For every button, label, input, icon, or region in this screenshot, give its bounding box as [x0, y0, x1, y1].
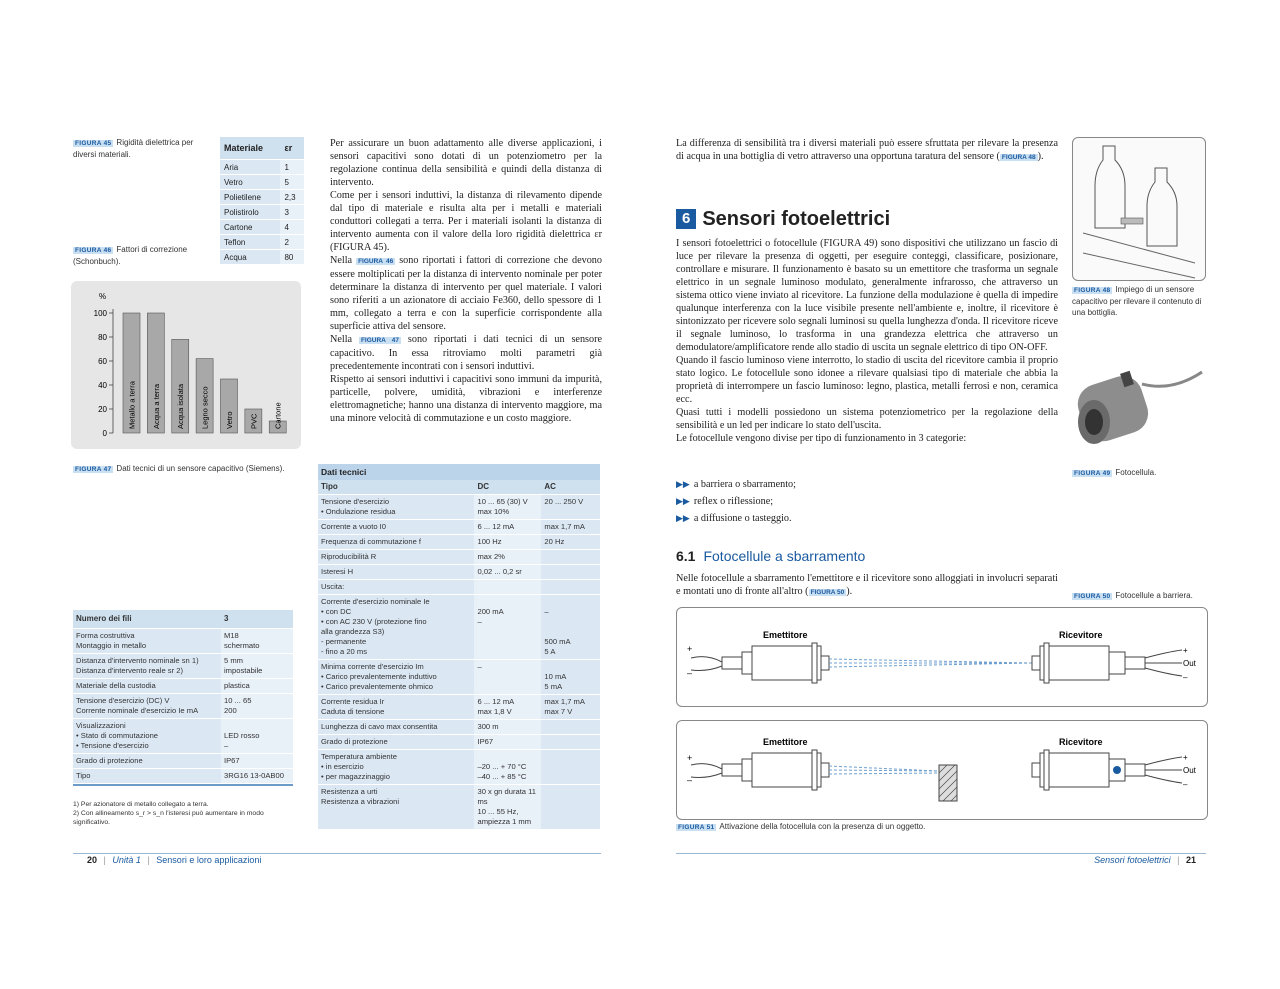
- table-cell: 300 m: [474, 720, 541, 735]
- table-cell: Corrente a vuoto I0: [318, 520, 474, 535]
- correction-factor-chart: [71, 281, 301, 449]
- right-footer: Sensori fotoelettrici | 21: [1094, 855, 1196, 865]
- table-cell: [541, 550, 600, 565]
- material-name: Acqua: [220, 250, 280, 265]
- table-cell: LED rosso –: [221, 719, 293, 754]
- footnotes: [73, 800, 293, 827]
- table-row: [73, 769, 293, 784]
- photocell-illustration: [1072, 352, 1204, 462]
- table-row: [318, 735, 600, 750]
- receiver-label: Ricevitore: [1059, 737, 1103, 747]
- table-cell: [541, 750, 600, 785]
- list-item-text: a diffusione o tasteggio.: [693, 513, 792, 524]
- minus-label: –: [687, 775, 693, 785]
- y-tick-label: 80: [98, 333, 107, 342]
- figure-47-caption: [73, 463, 313, 475]
- figure-51-text: Attivazione della fotocellula con la presenza di un oggetto.: [719, 822, 926, 831]
- receiver-minus-label: –: [1183, 673, 1188, 682]
- figure-48-text: Impiego di un sensore capacitivo per rilevare il contenuto di una bottiglia.: [1072, 285, 1202, 317]
- table-cell: Uscita:: [318, 580, 474, 595]
- category-list: [676, 476, 1058, 527]
- material-name: Vetro: [220, 175, 280, 190]
- left-body-text: [330, 137, 602, 425]
- paragraph-4-lead: Nella: [330, 334, 353, 345]
- table-cell: [474, 580, 541, 595]
- table-row: [318, 565, 600, 580]
- right-footer-rule: [676, 853, 1206, 854]
- table-cell: Tensione d'esercizio (DC) V Corrente nominale d'esercizio Ie mA: [73, 694, 221, 719]
- footnote-2: 2) Con allineamento s_r > s_n l'isteresi può aumentare in modo significativo.: [73, 810, 264, 826]
- out-label: Out: [1183, 766, 1196, 775]
- epsilon-header: εr: [280, 137, 304, 160]
- table-cell: Materiale della custodia: [73, 679, 221, 694]
- table-cell: 100 Hz: [474, 535, 541, 550]
- subsection-title: Fotocellule a sbarramento: [703, 548, 866, 564]
- table-row: [318, 580, 600, 595]
- bar-label: Legno secco: [200, 386, 210, 429]
- figure-51-caption: [676, 821, 1076, 833]
- figure-45-caption: [73, 137, 213, 160]
- para-2: Quando il fascio luminoso viene interrotto, lo stadio di uscita del ricevitore cambia il proprio stato logico. Le fotocellule sono idonee a rilevare qualsiasi tipo di materiale che abbia la proprietà di interrompere un fascio luminoso: legno, plastica, metalli ferrosi e non, ceramica ecc.: [676, 355, 1058, 405]
- table-row: [318, 660, 600, 695]
- right-footer-title: Sensori fotoelettrici: [1094, 855, 1171, 865]
- technical-data-title: Dati tecnici: [318, 464, 600, 480]
- right-page-number: 21: [1185, 855, 1196, 865]
- table-cell: 20 ... 250 V: [541, 495, 600, 520]
- table-cell: [541, 735, 600, 750]
- figure-48-caption: [1072, 284, 1207, 318]
- left-footer-rule: [73, 853, 601, 854]
- emitter-label: Emettitore: [763, 737, 808, 747]
- subsection-heading: [676, 548, 865, 564]
- y-tick-label: 0: [102, 429, 107, 438]
- figure-51-tag: FIGURA 51: [678, 824, 715, 831]
- para-1: I sensori fotoelettrici o fotocellule (FIGURA 49) sono dispositivi che utilizzano un fascio di luce per rilevare la presenza di oggetti, per eseguire conteggi, classificare, posizionare, controllare e misurare. Il funzionamento è basato su un emettitore che trasforma un segnale elettrico in un segnale luminoso modulato, generalmente infrarosso, che attraverso un sistema ottico viene inviato al ricevitore. La funzione della modulazione è quella di impedire qualunque interferenza con la luce visibile presente nell'ambiente e, inoltre, il ricevitore è sintonizzato per ricevere solo segnali luminosi su quella lunghezza d'onda. Il ricevitore riceve il segnale luminoso, lo trasforma in una grandezza elettrica che attraverso un demodulatore/amplificatore rende allo stadio di uscita un segnale elettrico di tipo ON-OFF.: [676, 238, 1058, 353]
- figure-45-text: Rigidità dielettrica per diversi materiali.: [73, 138, 194, 159]
- table-row: [73, 654, 293, 679]
- material-row: [220, 250, 304, 265]
- para-4: Le fotocellule vengono divise per tipo di funzionamento in 3 categorie:: [676, 433, 967, 444]
- table-cell: 20 Hz: [541, 535, 600, 550]
- table-cell: [541, 720, 600, 735]
- left-footer: 20 | Unità 1 | Sensori e loro applicazioni: [87, 855, 262, 865]
- table-cell: 6 ... 12 mA max 1,8 V: [474, 695, 541, 720]
- table-cell: – 500 mA 5 A: [541, 595, 600, 660]
- table-cell: 30 x gn durata 11 ms 10 ... 55 Hz, ampiezza 1 mm: [474, 785, 541, 830]
- right-body-text: [676, 237, 1058, 445]
- material-name: Polietilene: [220, 190, 280, 205]
- para-3: Quasi tutti i modelli possiedono un sistema potenziometrico per la regolazione della sensibilità e un led per indicare lo stato dell'uscita.: [676, 407, 1058, 431]
- barrier-diagram-svg: [677, 608, 1207, 706]
- table-cell: [541, 565, 600, 580]
- table-row: [318, 520, 600, 535]
- table-cell: Frequenza di commutazione f: [318, 535, 474, 550]
- list-item-text: a barriera o sbarramento;: [693, 479, 796, 490]
- table-cell: Resistenza a urti Resistenza a vibrazioni: [318, 785, 474, 830]
- figure-50-tag: FIGURA 50: [1074, 593, 1111, 600]
- plus-label: +: [687, 753, 693, 763]
- table-cell: Minima corrente d'esercizio Im • Carico prevalentemente induttivo • Carico prevalentemente ohmico: [318, 660, 474, 695]
- material-table: [220, 137, 304, 264]
- table-cell: Grado di protezione: [318, 735, 474, 750]
- correction-factor-chart-panel: [71, 281, 301, 449]
- table-cell: 10 ... 65 200: [221, 694, 293, 719]
- material-epsilon: 5: [280, 175, 304, 190]
- tipo-header: Tipo: [318, 480, 474, 495]
- y-tick-label: 40: [98, 381, 107, 390]
- table-cell: Visualizzazioni • Stato di commutazione • Tensione d'esercizio: [73, 719, 221, 754]
- plus-label: +: [687, 644, 693, 654]
- table-cell: Corrente residua Ir Caduta di tensione: [318, 695, 474, 720]
- figure-49-tag: FIGURA 49: [1074, 470, 1111, 477]
- table-cell: IP67: [221, 754, 293, 769]
- material-row: [220, 220, 304, 235]
- wires-value: 3: [221, 610, 293, 629]
- table-cell: 10 mA 5 mA: [541, 660, 600, 695]
- figure-49-image: [1072, 352, 1204, 462]
- table-cell: 6 ... 12 mA: [474, 520, 541, 535]
- table-cell: Forma costruttiva Montaggio in metallo: [73, 629, 221, 654]
- figure-46-text: Fattori di correzione (Schonbuch).: [73, 245, 188, 266]
- table-cell: max 1,7 mA: [541, 520, 600, 535]
- paragraph-3: [330, 254, 602, 333]
- footnote-1: 1) Per azionatore di metallo collegato a terra.: [73, 801, 209, 808]
- table-cell: Isteresi H: [318, 565, 474, 580]
- object-detection-diagram: [676, 720, 1208, 820]
- y-tick-label: 20: [98, 405, 107, 414]
- material-epsilon: 3: [280, 205, 304, 220]
- figure-46-tag: FIGURA 46: [75, 247, 112, 254]
- wires-header: Numero dei fili: [73, 610, 221, 629]
- table-cell: Lunghezza di cavo max consentita: [318, 720, 474, 735]
- object-detection-diagram-svg: [677, 721, 1207, 819]
- bar-label: Acqua a terra: [151, 383, 161, 429]
- paragraph-3-fig-tag: FIGURA 46: [358, 258, 394, 265]
- bar-label: PVC: [249, 413, 259, 429]
- table-cell: [541, 580, 600, 595]
- paragraph-2-ref: (FIGURA 45).: [330, 242, 390, 253]
- material-epsilon: 2,3: [280, 190, 304, 205]
- material-epsilon: 1: [280, 160, 304, 175]
- arrow-icon: ▶▶: [676, 496, 690, 506]
- table-row: [73, 719, 293, 754]
- material-row: [220, 190, 304, 205]
- material-epsilon: 4: [280, 220, 304, 235]
- material-name: Teflon: [220, 235, 280, 250]
- table-row: [318, 785, 600, 830]
- figure-48-tag: FIGURA 48: [1074, 287, 1111, 294]
- y-tick-label: 60: [98, 357, 107, 366]
- receiver-label: Ricevitore: [1059, 630, 1103, 640]
- section-heading: [676, 208, 890, 230]
- figure-49-caption: [1072, 467, 1207, 479]
- material-name: Polistirolo: [220, 205, 280, 220]
- table-row: [73, 694, 293, 719]
- receiver-plus-label: +: [1183, 753, 1188, 762]
- subsection-number: 6.1: [676, 548, 696, 564]
- section-number: 6: [676, 209, 696, 229]
- out-label: Out: [1183, 659, 1196, 668]
- intro-text: La differenza di sensibilità tra i diversi materiali può essere sfruttata per rilevare la presenza di acqua in una bottiglia di vetro attraverso una opportuna taratura del sensore: [676, 138, 1058, 162]
- material-epsilon: 2: [280, 235, 304, 250]
- paragraph-1: Per assicurare un buon adattamento alle diverse applicazioni, i sensori capacitivi sono dotati di un potenziometro per la regolazione continua della sensibilità e quindi della distanza di intervento.: [330, 138, 602, 188]
- subsection-text: Nelle fotocellule a sbarramento l'emettitore e il ricevitore sono alloggiati in involucri separati e montati uno di fronte all'altro ( FIGURA 50 ).: [676, 573, 1058, 597]
- table-bottom-rule: [73, 784, 293, 786]
- bar-label: Cartone: [273, 402, 283, 429]
- figure-50-caption: [1072, 590, 1207, 602]
- table-cell: 3RG16 13-0AB00: [221, 769, 293, 784]
- list-item: [676, 476, 1058, 493]
- table-cell: max 1,7 mA max 7 V: [541, 695, 600, 720]
- table-cell: IP67: [474, 735, 541, 750]
- receiver-plus-label: +: [1183, 646, 1188, 655]
- table-cell: Corrente d'esercizio nominale Ie • con DC • con AC 230 V (protezione fino alla grandezza S3) - permanente - fino a 20 ms: [318, 595, 474, 660]
- table-row: [318, 495, 600, 520]
- intro-fig-tag: FIGURA 48: [1001, 154, 1036, 161]
- bar-label: Vetro: [224, 411, 234, 429]
- sensor-spec-table: [73, 610, 293, 784]
- technical-data-table: [318, 480, 600, 830]
- minus-label: –: [687, 668, 693, 678]
- unit-label: Unità 1: [112, 855, 141, 865]
- material-name: Cartone: [220, 220, 280, 235]
- table-cell: Riproducibilità R: [318, 550, 474, 565]
- material-header: Materiale: [220, 137, 280, 160]
- receiver-minus-label: –: [1183, 780, 1188, 789]
- table-cell: –20 ... + 70 °C –40 ... + 85 °C: [474, 750, 541, 785]
- paragraph-4-fig-tag: FIGURA 47: [360, 337, 399, 344]
- paragraph-3-lead: Nella: [330, 255, 353, 266]
- arrow-icon: ▶▶: [676, 479, 690, 489]
- ac-header: AC: [541, 480, 600, 495]
- table-cell: 200 mA –: [474, 595, 541, 660]
- table-cell: 0,02 ... 0,2 sr: [474, 565, 541, 580]
- dc-header: DC: [474, 480, 541, 495]
- material-row: [220, 235, 304, 250]
- paragraph-4-text: sono riportati i dati tecnici di un sensore capacitivo. In essa ritroviamo molti parametri già precedentemente incontrati con i sensori induttivi.: [330, 334, 603, 372]
- barrier-diagram: [676, 607, 1208, 707]
- table-row: [73, 629, 293, 654]
- table-cell: [541, 785, 600, 830]
- table-cell: 10 ... 65 (30) V max 10%: [474, 495, 541, 520]
- table-cell: Grado di protezione: [73, 754, 221, 769]
- table-cell: Distanza d'intervento nominale sn 1) Distanza d'intervento reale sr 2): [73, 654, 221, 679]
- list-item: [676, 510, 1058, 527]
- y-tick-label: 100: [93, 309, 107, 318]
- table-cell: Temperatura ambiente • in esercizio • per magazzinaggio: [318, 750, 474, 785]
- figure-49-text: Fotocellula.: [1115, 468, 1157, 477]
- list-item-text: reflex o riflessione;: [693, 496, 774, 507]
- figure-50-text: Fotocellule a barriera.: [1115, 591, 1193, 600]
- table-cell: Tipo: [73, 769, 221, 784]
- figure-47-text: Dati tecnici di un sensore capacitivo (Siemens).: [116, 464, 285, 473]
- arrow-icon: ▶▶: [676, 513, 690, 523]
- bottles-sensor-illustration: [1073, 138, 1205, 280]
- figure-48-image: [1072, 137, 1206, 281]
- sensor-spec-block: [73, 610, 293, 786]
- table-cell: M18 schermato: [221, 629, 293, 654]
- figure-46-caption: [73, 244, 213, 267]
- table-row: [318, 550, 600, 565]
- table-row: [318, 720, 600, 735]
- table-cell: Tensione d'esercizio • Ondulazione residua: [318, 495, 474, 520]
- table-row: [73, 679, 293, 694]
- material-name: Aria: [220, 160, 280, 175]
- left-page-number: 20: [87, 855, 98, 865]
- table-row: [318, 595, 600, 660]
- emitter-label: Emettitore: [763, 630, 808, 640]
- section-title: Sensori fotoelettrici: [702, 207, 891, 230]
- table-cell: 5 mm impostabile: [221, 654, 293, 679]
- subsection-paragraph: Nelle fotocellule a sbarramento l'emettitore e il ricevitore sono alloggiati in involucri separati e montati uno di fronte all'altro: [676, 573, 1058, 597]
- paragraph-4: [330, 333, 602, 373]
- figure-45-tag: FIGURA 45: [75, 140, 112, 147]
- material-row: [220, 160, 304, 175]
- figure-47-tag: FIGURA 47: [75, 466, 112, 473]
- subsection-fig-tag: FIGURA 50: [810, 589, 845, 596]
- table-row: [318, 535, 600, 550]
- right-intro: La differenza di sensibilità tra i diversi materiali può essere sfruttata per rilevare la presenza di acqua in una bottiglia di vetro attraverso una opportuna taratura del sensore ( FIGURA 48 ).: [676, 138, 1058, 162]
- bar-label: Metallo a terra: [127, 381, 137, 429]
- material-row: [220, 175, 304, 190]
- technical-data-block: [318, 464, 600, 830]
- table-cell: plastica: [221, 679, 293, 694]
- y-axis-label: %: [99, 292, 107, 301]
- paragraph-3-text: sono riportati i fattori di correzione che devono essere moltiplicati per la distanza di intervento nominale per poter determinare la distanza di intervento per quel materiale. I valori sono riferiti a un azionatore di acciaio Fe360, dello spessore di 1 mm, collegato a terra e con la superficie corrispondente alla superficie attiva del sensore.: [330, 255, 602, 332]
- bar-label: Acqua isolata: [176, 383, 186, 429]
- material-epsilon: 80: [280, 250, 304, 265]
- table-cell: max 2%: [474, 550, 541, 565]
- material-row: [220, 205, 304, 220]
- left-footer-title: Sensori e loro applicazioni: [156, 855, 262, 865]
- table-row: [318, 695, 600, 720]
- list-item: [676, 493, 1058, 510]
- paragraph-5: Rispetto ai sensori induttivi i capacitivi sono immuni da impurità, particelle, polvere, umidità, vibrazioni e interferenze elettromagnetiche; hanno una distanza di intervento maggiore, ma una minore velocità di commutazione e un costo maggiore.: [330, 374, 602, 424]
- table-row: [73, 754, 293, 769]
- paragraph-2-text: Come per i sensori induttivi, la distanza di rilevamento dipende dal tipo di materiale e risulta alta per i metalli e materiali conduttori collegati a terra. Per i materiali isolanti la distanza di intervento aumenta con il valore della loro rigidità dielettrica εr: [330, 190, 602, 240]
- table-row: [318, 750, 600, 785]
- table-cell: –: [474, 660, 541, 695]
- paragraph-2: [330, 189, 602, 254]
